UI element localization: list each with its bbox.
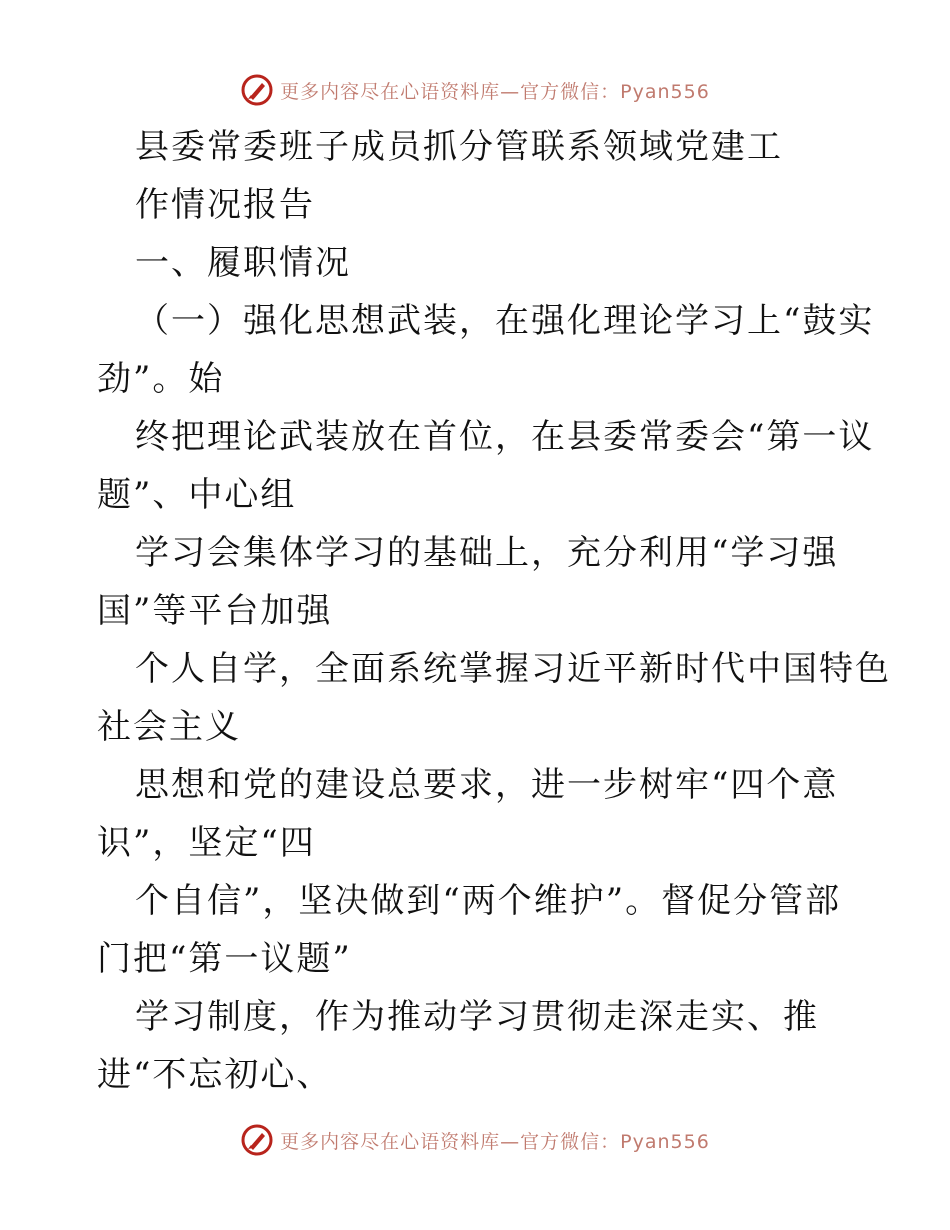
- paragraph-line: 劲”。始: [97, 359, 225, 399]
- paragraph-line: 识”，坚定“四: [97, 823, 316, 863]
- paragraph-line: 题”、中心组: [97, 475, 297, 515]
- paragraph-line: 门把“第一议题”: [97, 939, 352, 979]
- paragraph-line: 学习制度，作为推动学习贯彻走深走实、推: [135, 997, 819, 1037]
- footer-watermark-banner: [0, 1120, 950, 1160]
- paragraph-line: 个人自学，全面系统掌握习近平新时代中国特色: [135, 649, 891, 689]
- paragraph-line: 社会主义: [97, 707, 241, 747]
- pen-nib-logo-icon: [240, 1123, 274, 1157]
- document-title-line-1: 县委常委班子成员抓分管联系领域党建工: [135, 127, 783, 167]
- section-heading: 一、履职情况: [135, 243, 351, 283]
- pen-nib-logo-icon: [240, 73, 274, 107]
- paragraph-line: 学习会集体学习的基础上，充分利用“学习强: [135, 533, 839, 573]
- document-body: [97, 118, 891, 1104]
- paragraph-line: 终把理论武装放在首位，在县委常委会“第一议: [135, 417, 875, 457]
- document-title-line-2: 作情况报告: [135, 185, 315, 225]
- paragraph-line: 进“不忘初心、: [97, 1055, 333, 1095]
- paragraph-line: 国”等平台加强: [97, 591, 333, 631]
- paragraph-line: 思想和党的建设总要求，进一步树牢“四个意: [135, 765, 839, 805]
- header-watermark-banner: [0, 70, 950, 110]
- header-watermark-text: 更多内容尽在心语资料库—官方微信：Pyan556: [280, 80, 710, 103]
- footer-watermark-text: 更多内容尽在心语资料库—官方微信：Pyan556: [280, 1130, 710, 1153]
- paragraph-line: 个自信”，坚决做到“两个维护”。督促分管部: [135, 881, 842, 921]
- paragraph-line: （一）强化思想武装，在强化理论学习上“鼓实: [135, 301, 875, 341]
